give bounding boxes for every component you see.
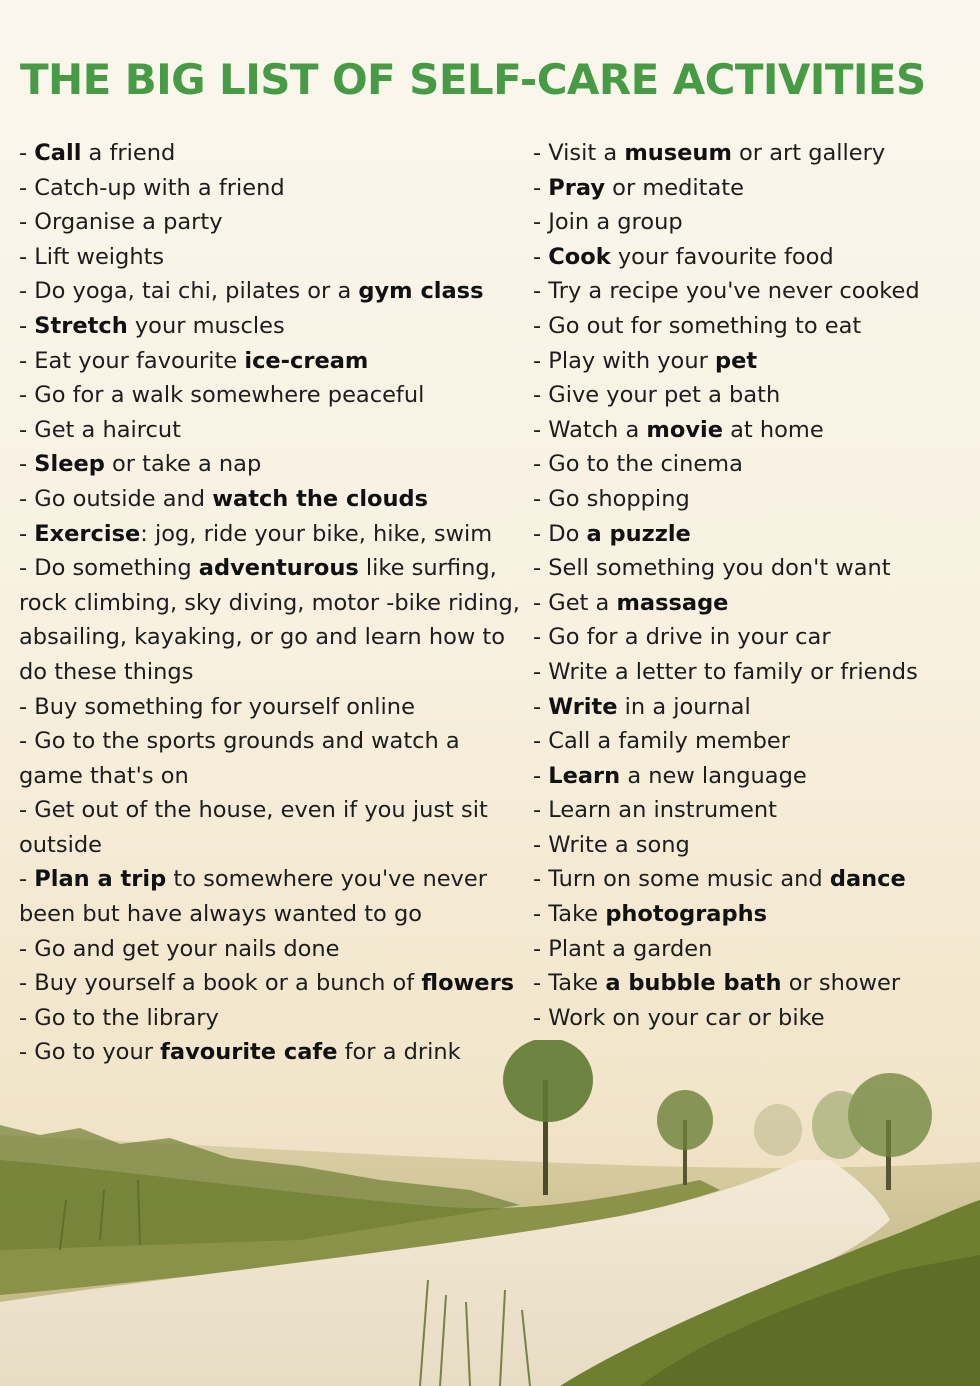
item-text: a new language	[620, 762, 807, 789]
item-text: -	[533, 693, 549, 720]
item-text: - Go outside and	[19, 485, 213, 512]
highlight-text: Pray	[548, 174, 606, 201]
list-item	[19, 205, 524, 240]
list-item	[19, 378, 524, 413]
item-text: - Eat your favourite	[19, 347, 245, 374]
list-item	[533, 1001, 973, 1036]
highlight-text: favourite cafe	[160, 1039, 338, 1066]
item-text: - Catch-up with a friend	[19, 174, 285, 201]
list-item	[533, 793, 973, 828]
highlight-text: photographs	[605, 901, 768, 928]
list-item	[533, 447, 973, 482]
item-text: - Go shopping	[533, 485, 690, 512]
list-item	[533, 517, 973, 552]
list-item	[533, 828, 973, 863]
item-text: to somewhere you've never been but have always wanted to go	[19, 866, 487, 928]
list-item	[19, 690, 524, 725]
item-text: - Go out for something to eat	[533, 312, 862, 339]
list-item	[19, 413, 524, 448]
list-item	[533, 724, 973, 759]
activity-list-right	[533, 136, 973, 1035]
item-text: - Go and get your nails done	[19, 935, 340, 962]
item-text: : jog, ride your bike, hike, swim	[140, 520, 493, 547]
item-text: or shower	[781, 970, 901, 997]
item-text: - Watch a	[533, 416, 647, 443]
list-item	[533, 136, 973, 171]
highlight-text: Plan a trip	[34, 866, 167, 893]
list-item	[19, 724, 524, 793]
list-item	[19, 447, 524, 482]
list-item	[533, 932, 973, 967]
list-item	[533, 274, 973, 309]
highlight-text: Write	[548, 693, 618, 720]
highlight-text: museum	[624, 140, 732, 166]
list-item	[533, 413, 973, 448]
item-text: in a journal	[617, 693, 751, 720]
item-text: - Go to the sports grounds and watch a game that's on	[19, 728, 460, 789]
list-item	[533, 897, 973, 932]
highlight-text: Stretch	[34, 312, 128, 339]
list-item	[533, 966, 973, 1001]
item-text: - Get a haircut	[19, 416, 181, 443]
item-text: -	[19, 451, 35, 478]
item-text: a friend	[81, 140, 176, 166]
item-text: - Organise a party	[19, 209, 223, 236]
list-item	[19, 344, 524, 379]
list-item	[19, 862, 524, 931]
item-text: - Buy yourself a book or a bunch of	[19, 970, 422, 997]
item-text: - Turn on some music and	[533, 866, 830, 893]
countryside-road-illustration	[0, 1040, 980, 1386]
item-text: - Go to your	[19, 1039, 161, 1066]
list-item	[19, 517, 524, 552]
item-text: -	[19, 312, 35, 339]
highlight-text: Sleep	[34, 451, 105, 478]
item-text: at home	[722, 416, 824, 443]
item-text: your favourite food	[610, 243, 834, 270]
item-text: - Get a	[533, 589, 617, 616]
list-item	[533, 620, 973, 655]
item-text: - Take	[533, 970, 606, 997]
item-text: - Lift weights	[19, 243, 165, 270]
item-text: - Join a group	[533, 209, 683, 236]
list-item	[533, 309, 973, 344]
item-text: - Write a letter to family or friends	[533, 658, 918, 685]
highlight-text: pet	[714, 347, 758, 374]
highlight-text: a puzzle	[586, 520, 691, 547]
list-item	[19, 136, 524, 171]
list-item	[533, 655, 973, 690]
highlight-text: movie	[646, 416, 723, 443]
highlight-text: massage	[616, 589, 729, 616]
list-item	[19, 793, 524, 862]
highlight-text: dance	[829, 866, 906, 893]
list-item	[533, 240, 973, 275]
highlight-text: ice-cream	[244, 347, 369, 374]
item-text: - Sell something you don't want	[533, 555, 891, 582]
list-item	[19, 171, 524, 206]
item-text: -	[19, 520, 35, 547]
list-item	[19, 240, 524, 275]
item-text: - Visit a	[533, 140, 625, 166]
item-text: - Try a recipe you've never cooked	[533, 278, 920, 305]
item-text: - Plant a garden	[533, 935, 713, 962]
item-text: - Learn an instrument	[533, 797, 777, 824]
item-text: or art gallery	[731, 140, 886, 166]
list-item	[533, 586, 973, 621]
list-item	[533, 862, 973, 897]
item-text: your muscles	[127, 312, 285, 339]
highlight-text: a bubble bath	[605, 970, 782, 997]
list-item	[19, 482, 524, 517]
activity-list-left	[19, 136, 524, 1070]
list-item	[19, 309, 524, 344]
item-text: - Do something	[19, 555, 199, 582]
highlight-text: Cook	[548, 243, 611, 270]
page-title: THE BIG LIST OF SELF-CARE ACTIVITIES	[20, 55, 926, 104]
highlight-text: flowers	[421, 970, 515, 997]
item-text: - Go for a walk somewhere peaceful	[19, 382, 425, 409]
item-text: - Take	[533, 901, 606, 928]
highlight-text: Learn	[548, 762, 621, 789]
item-text: - Play with your	[533, 347, 715, 374]
item-text: - Give your pet a bath	[533, 382, 781, 409]
item-text: - Write a song	[533, 831, 690, 858]
item-text: or take a nap	[104, 451, 262, 478]
list-item	[533, 171, 973, 206]
item-text: -	[533, 762, 549, 789]
item-text: like surfing, rock climbing, sky diving, motor -bike riding, absailing, kayaking, or go and learn how to do these things	[19, 555, 520, 685]
highlight-text: Exercise	[34, 520, 141, 547]
item-text: for a drink	[337, 1039, 461, 1066]
list-item	[19, 932, 524, 967]
list-item	[19, 1035, 524, 1070]
item-text: - Go to the library	[19, 1004, 219, 1031]
list-item	[533, 205, 973, 240]
item-text: or meditate	[605, 174, 744, 201]
list-item	[533, 378, 973, 413]
item-text: - Do	[533, 520, 587, 547]
item-text: -	[533, 243, 549, 270]
highlight-text: Call	[34, 140, 82, 166]
list-item	[19, 274, 524, 309]
item-text: - Get out of the house, even if you just sit outside	[19, 797, 488, 858]
list-item	[533, 759, 973, 794]
item-text: - Buy something for yourself online	[19, 693, 415, 720]
highlight-text: watch the clouds	[212, 485, 429, 512]
list-item	[533, 690, 973, 725]
list-item	[19, 966, 524, 1001]
item-text: - Go for a drive in your car	[533, 624, 831, 651]
list-item	[533, 344, 973, 379]
highlight-text: gym class	[358, 278, 484, 305]
list-item	[533, 482, 973, 517]
list-item	[19, 1001, 524, 1036]
item-text: - Go to the cinema	[533, 451, 743, 478]
item-text: -	[533, 174, 549, 201]
highlight-text: adventurous	[198, 555, 359, 582]
item-text: -	[19, 866, 35, 893]
item-text: - Do yoga, tai chi, pilates or a	[19, 278, 359, 305]
item-text: -	[19, 140, 35, 166]
list-item	[19, 551, 524, 689]
item-text: - Call a family member	[533, 728, 791, 755]
list-item	[533, 551, 973, 586]
item-text: - Work on your car or bike	[533, 1004, 825, 1031]
